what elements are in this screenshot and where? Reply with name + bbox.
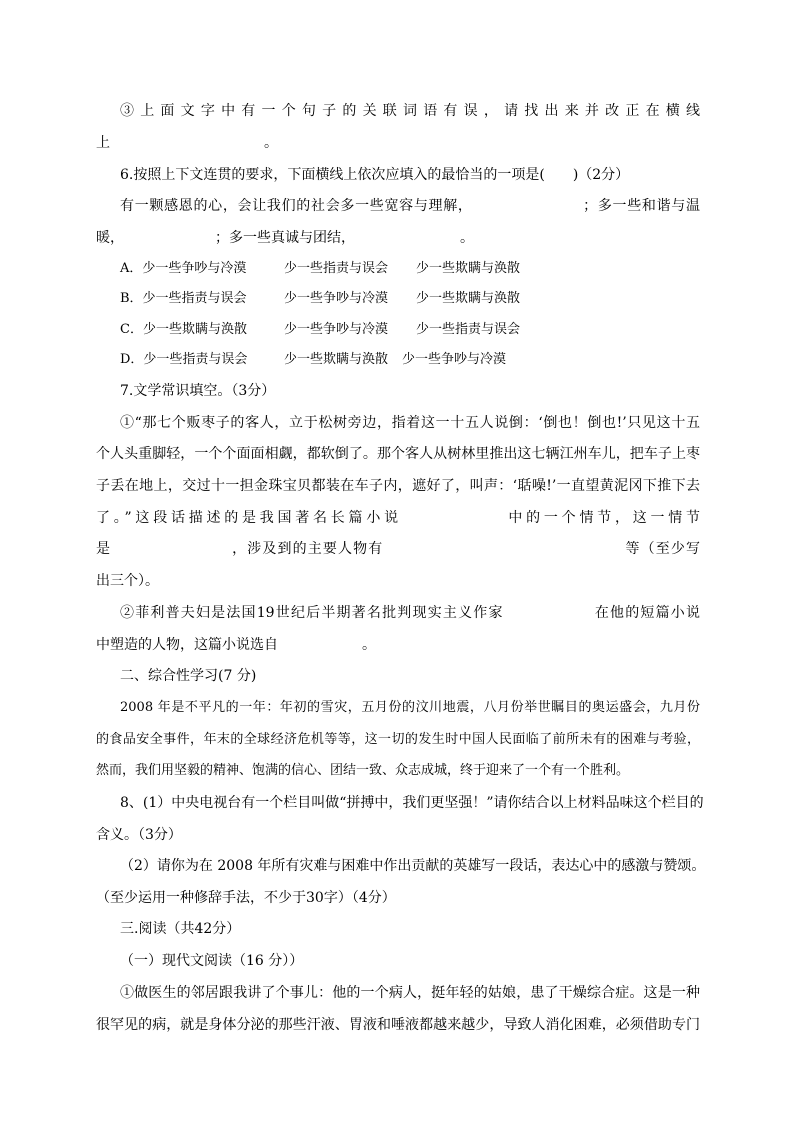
option-c-second: 少一些争吵与冷漠 bbox=[284, 322, 389, 337]
section-2-passage-line-1: 2008 年是不平凡的一年：年初的雪灾，五月份的汶川地震，八月份举世瞩目的奥运盛会，九月份 bbox=[120, 700, 700, 715]
question-6-passage-line-1: 有一颗感恩的心，会让我们的社会多一些宽容与理解， ；多一些和谐与温 bbox=[120, 198, 700, 214]
option-c-third: 少一些指责与误会 bbox=[416, 322, 521, 337]
question-5-3-text: ③上面文字中有一个句子的关联词语有误，请找出来并改正在横线 bbox=[120, 103, 700, 119]
option-d-second: 少一些欺瞒与涣散 bbox=[284, 352, 389, 367]
question-7-passage-line-5: 是 ，涉及到的主要人物有 等（至少写 bbox=[96, 541, 700, 557]
reading-passage-line-2: 很罕见的病，就是身体分泌的那些汗液、胃液和唾液都越来越少，导致人消化困难，必须借助专门 bbox=[96, 1017, 700, 1033]
question-7-passage-line-3: 子丢在地上，交过十一担金珠宝贝都装在车子内，遮好了，叫声：‘聒噪!’一直望黄泥冈下推下去 bbox=[96, 478, 700, 494]
option-b-first: B．少一些指责与误会 bbox=[120, 291, 247, 306]
question-7-2-line-2: 中塑造的人物，这篇小说选自 。 bbox=[96, 637, 376, 653]
question-7-passage-line-1: ①“那七个贩枣子的客人，立于松树旁边，指着这一十五人说倒：‘倒也！倒也!’只见这十五 bbox=[120, 415, 700, 431]
option-b-third: 少一些欺瞒与涣散 bbox=[416, 291, 521, 306]
question-7-prompt: 7.文学常识填空。（3分） bbox=[120, 383, 276, 399]
question-5-3-answer-line: 上 。 bbox=[96, 135, 278, 151]
question-8-2-line-2: （至少运用一种修辞手法，不少于30字）（4分） bbox=[96, 890, 396, 906]
question-8-1-line-2: 含义。（3分） bbox=[96, 827, 182, 843]
question-6-prompt: 6.按照上下文连贯的要求，下面横线上依次应填入的最恰当的一项是( )（2分） bbox=[120, 167, 630, 183]
section-3-heading: 三.阅读（共42分） bbox=[120, 921, 241, 937]
question-7-passage-line-4: 了。”这段话描述的是我国著名长篇小说 中的一个情节，这一情节 bbox=[96, 510, 700, 526]
option-a-first: A．少一些争吵与冷漠 bbox=[120, 261, 247, 276]
question-7-2-line-1: ②菲利普夫妇是法国19世纪后半期著名批判现实主义作家 在他的短篇小说 bbox=[120, 605, 700, 621]
option-a-third: 少一些欺瞒与涣散 bbox=[416, 261, 521, 276]
question-7-passage-line-2: 个人头重脚轻，一个个面面相觑，都软倒了。那个客人从树林里推出这七辆江州车儿，把车子上枣 bbox=[96, 446, 700, 462]
section-3-subheading: （一）现代文阅读（16 分）） bbox=[120, 953, 304, 969]
section-2-passage-line-3: 然而，我们用坚毅的精神、饱满的信心、团结一致、众志成城，终于迎来了一个有一个胜利。 bbox=[96, 763, 630, 778]
question-6-passage-line-2: 暖， ；多一些真诚与团结， 。 bbox=[96, 230, 474, 246]
question-8-2-line-1: （2）请你为在 2008 年所有灾难与困难中作出贡献的英雄写一段话，表达心中的感激与赞颂。 bbox=[120, 858, 706, 874]
question-8-1-line-1: 8、(1）中央电视台有一个栏目叫做“拼搏中，我们更坚强！”请你结合以上材料品味这个栏目的 bbox=[120, 795, 704, 811]
option-a-second: 少一些指责与误会 bbox=[284, 261, 389, 276]
reading-passage-line-1: ①做医生的邻居跟我讲了个事儿：他的一个病人，挺年轻的姑娘，患了干燥综合症。这是一种 bbox=[120, 985, 700, 1001]
option-d-first: D．少一些指责与误会 bbox=[120, 352, 248, 367]
section-2-passage-line-2: 的食品安全事件，年末的全球经济危机等等，这一切的发生时中国人民面临了前所未有的困难与考验， bbox=[96, 732, 700, 747]
option-d-third: 少一些争吵与冷漠 bbox=[402, 352, 507, 367]
option-b-second: 少一些争吵与冷漠 bbox=[284, 291, 389, 306]
question-7-passage-line-6: 出三个）。 bbox=[96, 573, 159, 589]
option-c-first: C．少一些欺瞒与涣散 bbox=[120, 322, 247, 337]
section-2-heading: 二、综合性学习(7 分) bbox=[120, 668, 257, 684]
